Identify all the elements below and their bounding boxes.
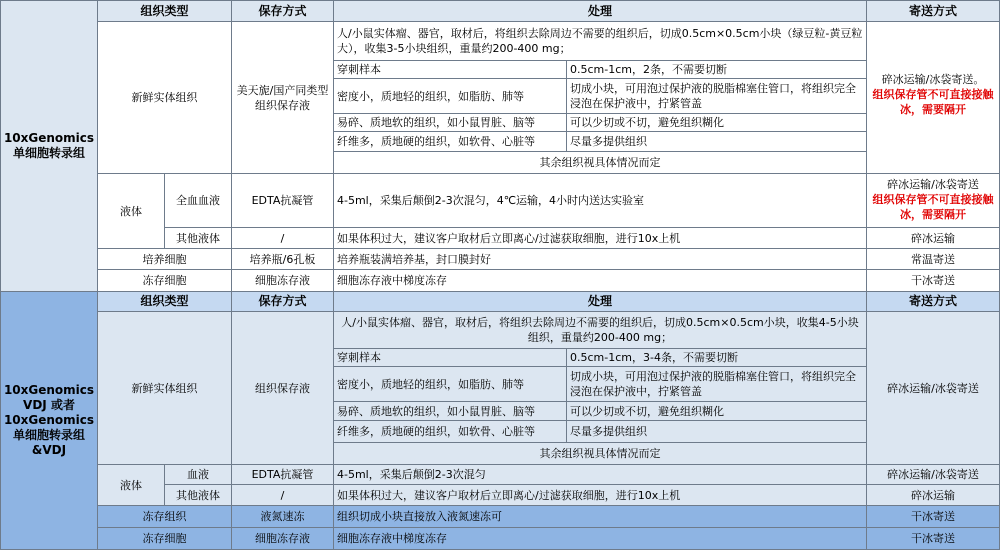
fresh-row-key: 密度小，质地轻的组织，如脂肪、肺等	[333, 78, 567, 114]
header-storage: 保存方式	[231, 0, 334, 22]
frozen-cells-label: 冻存细胞	[97, 269, 232, 292]
other-liquid-shipping: 碎冰运输	[866, 484, 1000, 506]
fresh-row-value: 切成小块，可用泡过保护液的脱脂棉塞住管口，将组织完全浸泡在保护液中，拧紧管盖	[566, 366, 867, 402]
other-liquid-label: 其他液体	[164, 484, 232, 506]
fresh-row-key: 易碎、质地软的组织，如小鼠胃脏、脑等	[333, 113, 567, 132]
fresh-row-key: 密度小，质地轻的组织，如脂肪、肺等	[333, 366, 567, 402]
liquid-label: 液体	[97, 464, 165, 506]
frozen-cells-process: 细胞冻存液中梯度冻存	[333, 527, 867, 550]
other-liquid-process: 如果体积过大，建议客户取材后立即离心/过滤获取细胞，进行10x上机	[333, 484, 867, 506]
fresh-row-value: 0.5cm-1cm，3-4条，不需要切断	[566, 348, 867, 367]
blood-shipping: 碎冰运输/冰袋寄送	[866, 464, 1000, 485]
header-process: 处理	[333, 291, 867, 312]
shipping-warning: 组织保存管不可直接接触冰，需要隔开	[872, 193, 994, 221]
cultured-cells-label: 培养细胞	[97, 248, 232, 270]
whole-blood-shipping	[866, 173, 1000, 228]
liquid-label: 液体	[97, 173, 165, 249]
fresh-row-key: 易碎、质地软的组织，如小鼠胃脏、脑等	[333, 401, 567, 421]
whole-blood-process: 4-5ml，采集后颠倒2-3次混匀，4℃运输，4小时内送达实验室	[333, 173, 867, 228]
blood-storage: EDTA抗凝管	[231, 464, 334, 485]
frozen-cells-process: 细胞冻存液中梯度冻存	[333, 269, 867, 292]
frozen-cells-shipping: 干冰寄送	[866, 527, 1000, 550]
fresh-row-value: 尽量多提供组织	[566, 131, 867, 152]
group-label-vdj: 10xGenomics VDJ 或者 10xGenomics 单细胞转录组 &VDJ	[0, 291, 98, 550]
other-liquid-storage: /	[231, 227, 334, 249]
frozen-tissue-storage: 液氮速冻	[231, 505, 334, 528]
frozen-cells-label: 冻存细胞	[97, 527, 232, 550]
group-label-scrna: 10xGenomics 单细胞转录组	[0, 0, 98, 292]
shipping-text: 碎冰运输/冰袋寄送。	[881, 73, 985, 86]
header-shipping: 寄送方式	[866, 291, 1000, 312]
fresh-row-value: 可以少切或不切，避免组织糊化	[566, 401, 867, 421]
fresh-tissue-shipping	[866, 21, 1000, 174]
frozen-cells-storage: 细胞冻存液	[231, 527, 334, 550]
shipping-warning: 组织保存管不可直接接触冰，需要隔开	[872, 88, 994, 116]
other-liquid-storage: /	[231, 484, 334, 506]
frozen-cells-storage: 细胞冻存液	[231, 269, 334, 292]
fresh-tissue-storage: 组织保存液	[231, 311, 334, 465]
fresh-row-key: 穿刺样本	[333, 60, 567, 79]
frozen-cells-shipping: 干冰寄送	[866, 269, 1000, 292]
fresh-tissue-intro: 人/小鼠实体瘤、器官，取材后，将组织去除周边不需要的组织后，切成0.5cm×0.5cm小块（绿豆粒-黄豆粒大），收集3-5小块组织，重量约200-400 mg；	[333, 21, 867, 61]
fresh-row-key: 纤维多，质地硬的组织，如软骨、心脏等	[333, 420, 567, 443]
fresh-tissue-label: 新鲜实体组织	[97, 21, 232, 174]
other-liquid-process: 如果体积过大，建议客户取材后立即离心/过滤获取细胞，进行10x上机	[333, 227, 867, 249]
blood-label: 血液	[164, 464, 232, 485]
fresh-row-value: 尽量多提供组织	[566, 420, 867, 443]
blood-process: 4-5ml，采集后颠倒2-3次混匀	[333, 464, 867, 485]
other-liquid-shipping: 碎冰运输	[866, 227, 1000, 249]
fresh-tissue-storage: 美天旎/国产同类型组织保存液	[231, 21, 334, 174]
frozen-tissue-process: 组织切成小块直接放入液氮速冻可	[333, 505, 867, 528]
header-process: 处理	[333, 0, 867, 22]
frozen-tissue-label: 冻存组织	[97, 505, 232, 528]
header-tissue-type: 组织类型	[97, 0, 232, 22]
frozen-tissue-shipping: 干冰寄送	[866, 505, 1000, 528]
whole-blood-label: 全血血液	[164, 173, 232, 228]
fresh-row-value: 切成小块，可用泡过保护液的脱脂棉塞住管口，将组织完全浸泡在保护液中，拧紧管盖	[566, 78, 867, 114]
fresh-tissue-shipping: 碎冰运输/冰袋寄送	[866, 311, 1000, 465]
fresh-tissue-intro: 人/小鼠实体瘤、器官，取材后，将组织去除周边不需要的组织后，切成0.5cm×0.5cm小块，收集4-5小块组织，重量约200-400 mg；	[333, 311, 867, 349]
header-shipping: 寄送方式	[866, 0, 1000, 22]
shipping-text: 碎冰运输/冰袋寄送	[887, 178, 979, 191]
fresh-row-key: 穿刺样本	[333, 348, 567, 367]
header-tissue-type: 组织类型	[97, 291, 232, 312]
cultured-cells-storage: 培养瓶/6孔板	[231, 248, 334, 270]
fresh-row-value: 0.5cm-1cm，2条，不需要切断	[566, 60, 867, 79]
fresh-row-value: 可以少切或不切，避免组织糊化	[566, 113, 867, 132]
cultured-cells-shipping: 常温寄送	[866, 248, 1000, 270]
whole-blood-storage: EDTA抗凝管	[231, 173, 334, 228]
fresh-tissue-label: 新鲜实体组织	[97, 311, 232, 465]
fresh-row-key: 纤维多，质地硬的组织，如软骨、心脏等	[333, 131, 567, 152]
fresh-other-note: 其余组织视具体情况而定	[333, 442, 867, 465]
cultured-cells-process: 培养瓶装满培养基，封口膜封好	[333, 248, 867, 270]
fresh-other-note: 其余组织视具体情况而定	[333, 151, 867, 174]
other-liquid-label: 其他液体	[164, 227, 232, 249]
header-storage: 保存方式	[231, 291, 334, 312]
